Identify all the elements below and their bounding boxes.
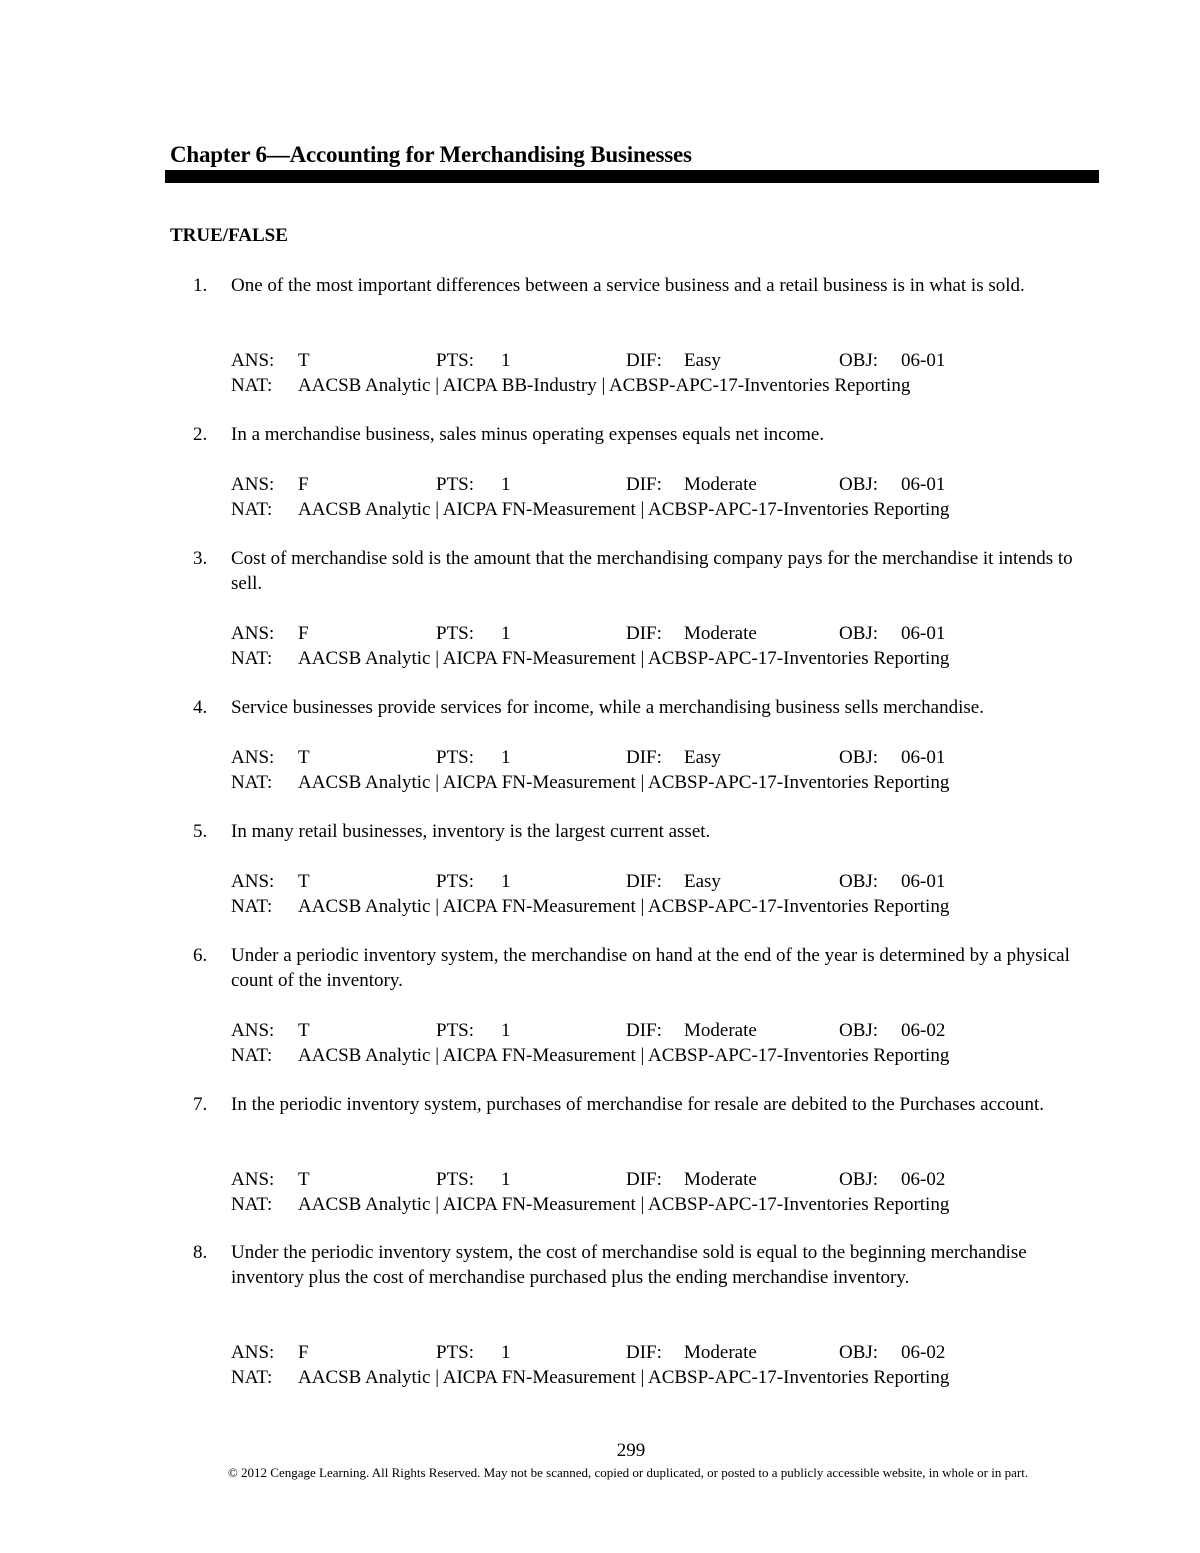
nat-label: NAT: (231, 648, 273, 669)
answer-metadata (231, 621, 1101, 671)
question-number: 3. (193, 548, 208, 569)
dif-label: DIF: (626, 350, 662, 371)
obj-value: 06-01 (901, 350, 946, 371)
obj-value: 06-01 (901, 623, 946, 644)
question-text: Under the periodic inventory system, the cost of merchandise sold is equal to the beginning merchandise inventory plus the cost of merchandise purchased plus the ending merchandise inventory. (231, 1242, 1027, 1288)
nat-row (231, 894, 1101, 919)
nat-row (231, 770, 1101, 795)
obj-value: 06-01 (901, 871, 946, 892)
question-number: 8. (193, 1242, 208, 1263)
obj-value: 06-01 (901, 747, 946, 768)
pts-label: PTS: (436, 1169, 475, 1190)
answer-row (231, 348, 1101, 373)
pts-value: 1 (501, 1169, 511, 1190)
answer-metadata (231, 472, 1101, 522)
pts-value: 1 (501, 623, 511, 644)
obj-label: OBJ: (839, 350, 879, 371)
ans-label: ANS: (231, 350, 275, 371)
answer-metadata (231, 869, 1101, 919)
nat-value: AACSB Analytic | AICPA BB-Industry | ACBSP-APC-17-Inventories Reporting (298, 375, 911, 396)
page-number: 299 (616, 1440, 646, 1461)
nat-value: AACSB Analytic | AICPA FN-Measurement | ACBSP-APC-17-Inventories Reporting (298, 648, 950, 669)
pts-label: PTS: (436, 1342, 475, 1363)
obj-label: OBJ: (839, 1342, 879, 1363)
ans-value: T (298, 350, 310, 371)
ans-value: T (298, 1169, 310, 1190)
nat-value: AACSB Analytic | AICPA FN-Measurement | ACBSP-APC-17-Inventories Reporting (298, 772, 950, 793)
pts-value: 1 (501, 350, 511, 371)
nat-value: AACSB Analytic | AICPA FN-Measurement | ACBSP-APC-17-Inventories Reporting (298, 1194, 950, 1215)
question-text: Service businesses provide services for income, while a merchandising business sells merchandise. (231, 697, 984, 718)
dif-value: Easy (684, 871, 721, 892)
pts-value: 1 (501, 747, 511, 768)
question-text: One of the most important differences between a service business and a retail business is in what is sold. (231, 275, 1025, 296)
dif-label: DIF: (626, 1169, 662, 1190)
ans-label: ANS: (231, 1169, 275, 1190)
obj-value: 06-02 (901, 1020, 946, 1041)
question-number: 2. (193, 424, 208, 445)
obj-value: 06-01 (901, 474, 946, 495)
pts-label: PTS: (436, 1020, 475, 1041)
nat-value: AACSB Analytic | AICPA FN-Measurement | ACBSP-APC-17-Inventories Reporting (298, 1045, 950, 1066)
answer-row (231, 621, 1101, 646)
pts-label: PTS: (436, 350, 475, 371)
dif-value: Moderate (684, 1169, 757, 1190)
question-text: In many retail businesses, inventory is the largest current asset. (231, 821, 711, 842)
nat-label: NAT: (231, 1045, 273, 1066)
answer-row (231, 472, 1101, 497)
ans-value: F (298, 474, 309, 495)
pts-value: 1 (501, 474, 511, 495)
dif-label: DIF: (626, 747, 662, 768)
ans-value: T (298, 871, 310, 892)
dif-value: Moderate (684, 1342, 757, 1363)
nat-value: AACSB Analytic | AICPA FN-Measurement | ACBSP-APC-17-Inventories Reporting (298, 896, 950, 917)
ans-label: ANS: (231, 623, 275, 644)
ans-label: ANS: (231, 1020, 275, 1041)
dif-label: DIF: (626, 1342, 662, 1363)
answer-row (231, 1167, 1101, 1192)
nat-row (231, 1043, 1101, 1068)
question-number: 4. (193, 697, 208, 718)
obj-label: OBJ: (839, 623, 879, 644)
nat-row (231, 1365, 1101, 1390)
ans-value: F (298, 1342, 309, 1363)
question-number: 5. (193, 821, 208, 842)
obj-value: 06-02 (901, 1342, 946, 1363)
pts-label: PTS: (436, 747, 475, 768)
answer-metadata (231, 1340, 1101, 1390)
answer-metadata (231, 745, 1101, 795)
answer-metadata (231, 1018, 1101, 1068)
dif-value: Easy (684, 350, 721, 371)
ans-value: T (298, 747, 310, 768)
pts-value: 1 (501, 1342, 511, 1363)
dif-label: DIF: (626, 474, 662, 495)
dif-label: DIF: (626, 623, 662, 644)
obj-label: OBJ: (839, 474, 879, 495)
obj-label: OBJ: (839, 1169, 879, 1190)
nat-value: AACSB Analytic | AICPA FN-Measurement | ACBSP-APC-17-Inventories Reporting (298, 1367, 950, 1388)
question-number: 6. (193, 945, 208, 966)
obj-label: OBJ: (839, 747, 879, 768)
nat-value: AACSB Analytic | AICPA FN-Measurement | ACBSP-APC-17-Inventories Reporting (298, 499, 950, 520)
page-title: Chapter 6—Accounting for Merchandising Businesses (170, 142, 692, 167)
copyright-notice: © 2012 Cengage Learning. All Rights Reserved. May not be scanned, copied or duplicated, or posted to a publicly accessible website, in whole or in part. (227, 1465, 1029, 1480)
ans-label: ANS: (231, 1342, 275, 1363)
pts-label: PTS: (436, 474, 475, 495)
nat-label: NAT: (231, 375, 273, 396)
ans-label: ANS: (231, 871, 275, 892)
answer-row (231, 1340, 1101, 1365)
question-number: 1. (193, 275, 208, 296)
obj-label: OBJ: (839, 1020, 879, 1041)
answer-row (231, 869, 1101, 894)
obj-label: OBJ: (839, 871, 879, 892)
section-heading: TRUE/FALSE (170, 225, 288, 246)
nat-label: NAT: (231, 1194, 273, 1215)
pts-label: PTS: (436, 623, 475, 644)
answer-row (231, 1018, 1101, 1043)
nat-row (231, 646, 1101, 671)
nat-label: NAT: (231, 772, 273, 793)
dif-value: Moderate (684, 474, 757, 495)
pts-label: PTS: (436, 871, 475, 892)
dif-label: DIF: (626, 1020, 662, 1041)
nat-row (231, 373, 1101, 398)
nat-label: NAT: (231, 499, 273, 520)
dif-value: Moderate (684, 623, 757, 644)
question-text: Cost of merchandise sold is the amount that the merchandising company pays for the merchandise it intends to sell. (231, 548, 1073, 594)
ans-label: ANS: (231, 474, 275, 495)
title-rule (165, 170, 1099, 183)
question-text: In a merchandise business, sales minus operating expenses equals net income. (231, 424, 825, 445)
pts-value: 1 (501, 871, 511, 892)
nat-label: NAT: (231, 1367, 273, 1388)
nat-row (231, 497, 1101, 522)
answer-metadata (231, 1167, 1101, 1217)
ans-value: F (298, 623, 309, 644)
answer-row (231, 745, 1101, 770)
obj-value: 06-02 (901, 1169, 946, 1190)
pts-value: 1 (501, 1020, 511, 1041)
nat-row (231, 1192, 1101, 1217)
question-text: Under a periodic inventory system, the merchandise on hand at the end of the year is determined by a physical count of the inventory. (231, 945, 1070, 991)
dif-value: Easy (684, 747, 721, 768)
answer-metadata (231, 348, 1101, 398)
ans-label: ANS: (231, 747, 275, 768)
dif-label: DIF: (626, 871, 662, 892)
dif-value: Moderate (684, 1020, 757, 1041)
ans-value: T (298, 1020, 310, 1041)
question-number: 7. (193, 1094, 208, 1115)
question-text: In the periodic inventory system, purchases of merchandise for resale are debited to the Purchases account. (231, 1094, 1045, 1115)
nat-label: NAT: (231, 896, 273, 917)
